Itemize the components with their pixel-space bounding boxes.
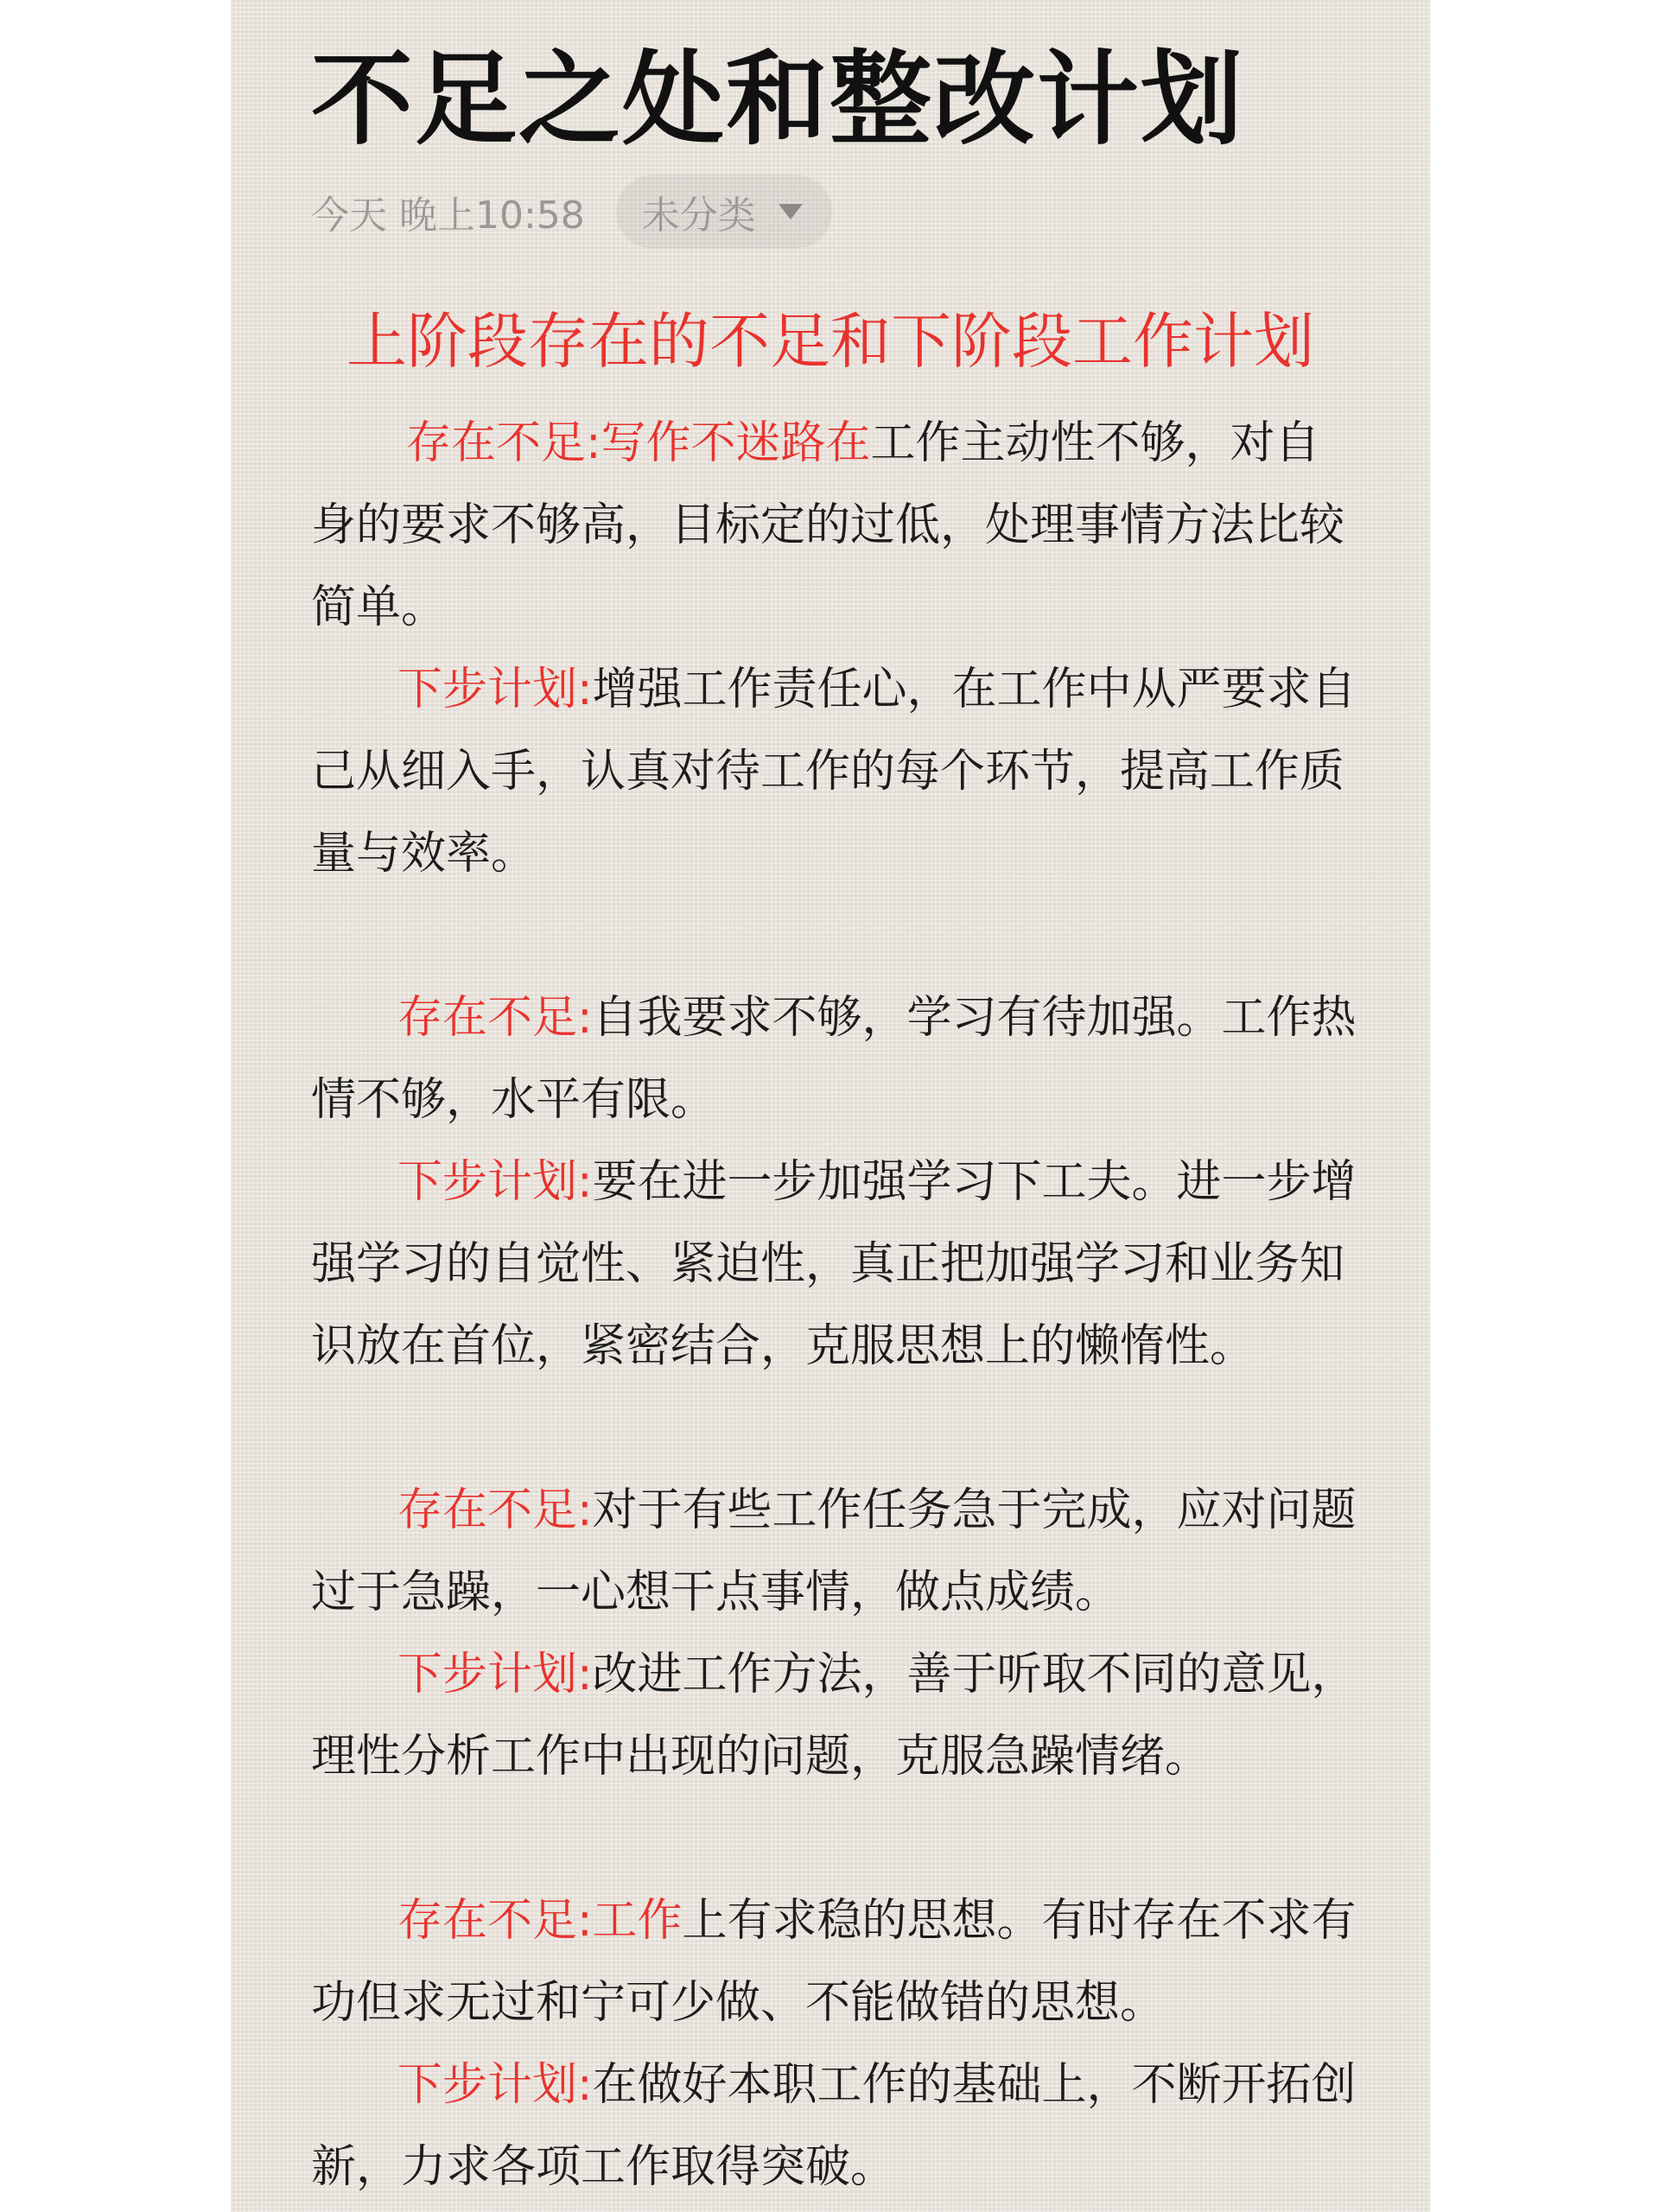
paragraph-gap: [311, 1388, 1357, 1470]
plan-text: 要在进一步加强学习下工夫。进一步增强学习的自觉性、紧迫性，真正把加强学习和业务知识放在首位，紧密结合，克服思想上的懒惰性。: [311, 1156, 1357, 1372]
category-label: 未分类: [641, 194, 756, 238]
document-heading[interactable]: 上阶段存在的不足和下阶段工作计划: [346, 306, 1314, 377]
plan-label: 下步计划:: [397, 2059, 593, 2111]
issue-text: 对于有些工作任务急于完成，应对问题过于急躁，一心想干点事情，做点成绩。: [311, 1484, 1357, 1618]
plan-text: 在做好本职工作的基础上，不断开拓创新，力求各项工作取得突破。: [311, 2059, 1357, 2193]
issue-label: 存在不足:: [397, 1484, 593, 1536]
issue-paragraph-4: [311, 1880, 1357, 2044]
issue-text: 工作主动性不够，对自身的要求不够高，目标定的过低，处理事情方法比较简单。: [311, 417, 1345, 633]
plan-text: 增强工作责任心，在工作中从严要求自己从细入手，认真对待工作的每个环节，提高工作质量与效率。: [311, 664, 1357, 880]
plan-paragraph-4: [311, 2044, 1357, 2209]
note-timestamp: 今天 晚上10:58: [311, 194, 585, 238]
plan-text: 改进工作方法，善于听取不同的意见，理性分析工作中出现的问题，克服急躁情绪。: [311, 1649, 1357, 1783]
issue-paragraph-3: [311, 1470, 1357, 1634]
issue-label: 存在不足:: [397, 1895, 593, 1947]
paragraph-gap: [311, 895, 1357, 977]
issue-label: 存在不足:: [397, 992, 593, 1044]
issue-label: 存在不足:: [406, 417, 601, 469]
note-page: [231, 0, 1430, 2212]
issue-highlight: 写作不迷路在: [601, 417, 871, 469]
issue-paragraph-2: [311, 977, 1357, 1141]
issue-highlight: 工作: [592, 1895, 683, 1947]
issue-text: 自我要求不够，学习有待加强。工作热情不够，水平有限。: [311, 992, 1357, 1126]
category-dropdown[interactable]: [616, 175, 832, 249]
plan-label: 下步计划:: [397, 1649, 593, 1700]
plan-label: 下步计划:: [397, 664, 593, 715]
note-body[interactable]: [311, 403, 1357, 2209]
note-meta: [311, 173, 832, 251]
plan-paragraph-2: [311, 1141, 1357, 1388]
plan-paragraph-1: [311, 649, 1357, 895]
issue-paragraph-1: [311, 403, 1357, 649]
paragraph-gap: [311, 1798, 1357, 1880]
chevron-down-icon: [779, 204, 803, 219]
note-title[interactable]: 不足之处和整改计划: [311, 40, 1245, 159]
issue-text: 上有求稳的思想。有时存在不求有功但求无过和宁可少做、不能做错的思想。: [311, 1895, 1357, 2029]
plan-paragraph-3: [311, 1634, 1357, 1798]
plan-label: 下步计划:: [397, 1156, 593, 1208]
